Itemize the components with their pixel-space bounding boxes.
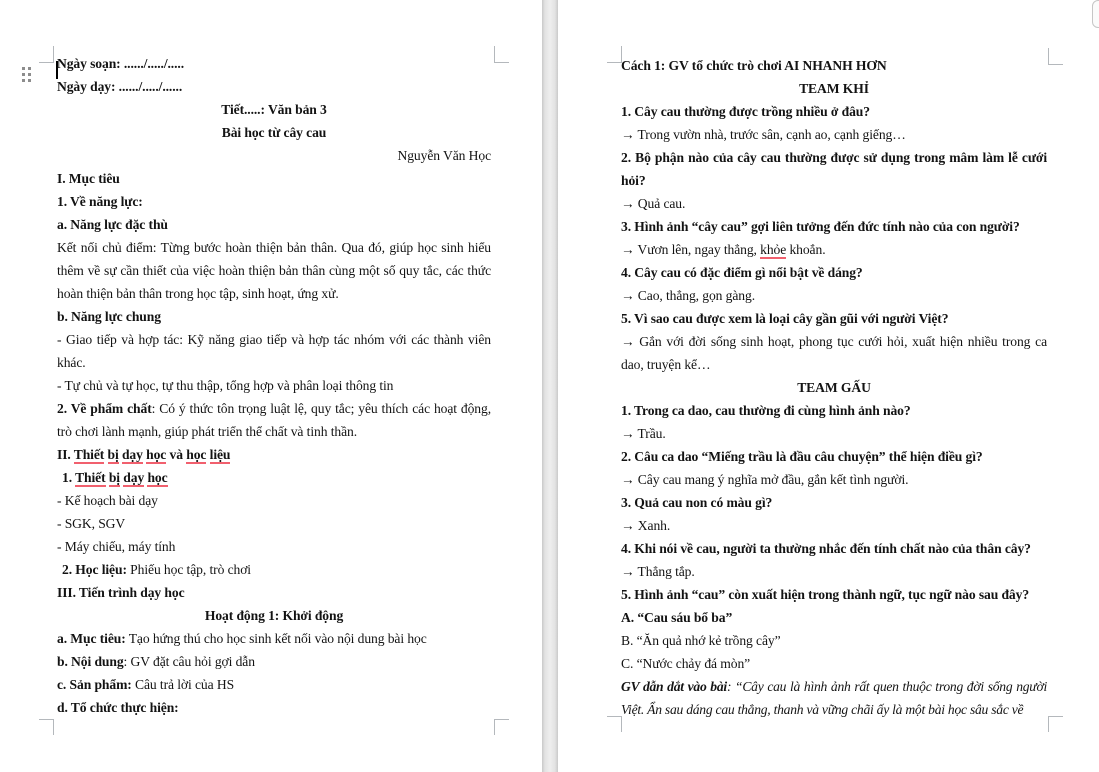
paragraph: [621, 468, 1047, 491]
text-run: : Có ý thức tôn trọng luật lệ, quy tắc; yêu thích các hoạt động, trò chơi lành mạnh, giúp phát triển thể chất và tinh thần.: [57, 401, 491, 439]
paragraph: [621, 583, 1047, 606]
text-run: 2. Học liệu:: [62, 562, 127, 577]
spellcheck-flagged-word: bị: [108, 470, 120, 485]
paragraph: [621, 146, 1047, 192]
spellcheck-flagged-word: dạy: [123, 470, 145, 485]
margin-crop-mark: [1048, 48, 1063, 65]
text-run: - Kế hoạch bài dạy: [57, 493, 158, 508]
text-run: 2. Câu ca dao “Miếng trầu là đầu câu chuyện” thể hiện điều gì?: [621, 449, 983, 464]
paragraph: [57, 650, 491, 673]
text-run: Kết nối chủ điểm: Từng bước hoàn thiện bản thân. Qua đó, giúp học sinh hiểu thêm về sự cần thiết của việc hoàn thiện bản thân cùng một số quy tắc, các thức hoàn thiện bản thân trong học tập, sinh hoạt, ứng xử.: [57, 240, 491, 301]
paragraph: [621, 192, 1047, 215]
paragraph: [57, 627, 491, 650]
paragraph: [57, 52, 491, 75]
text-run: GV dẫn dắt vào bài: [621, 679, 727, 694]
paragraph: [57, 581, 491, 604]
paragraph: [621, 675, 1047, 721]
text-run: 2. Bộ phận nào của cây cau thường được sử dụng trong mâm làm lễ cưới hỏi?: [621, 150, 1047, 188]
text-run: “Cây cau là hình ảnh rất quen thuộc trong đời sống người Việt. Ẩn sau dáng cau thẳng, thanh và vững chãi ấy là một bài học sâu sắc về: [621, 679, 1047, 717]
text-run: 1.: [62, 470, 76, 485]
margin-crop-mark: [607, 46, 622, 63]
text-run: Nguyễn Văn Học: [397, 148, 491, 163]
spellcheck-flagged-word: học: [147, 470, 168, 485]
text-run: 5. Vì sao cau được xem là loại cây gần gũi với người Việt?: [621, 311, 949, 326]
text-run: TEAM GẤU: [797, 380, 871, 395]
text-run: Ngày dạy: ....../...../......: [57, 79, 183, 94]
paragraph: [621, 629, 1047, 652]
paragraph: [621, 652, 1047, 675]
text-run: → Cao, thẳng, gọn gàng.: [621, 288, 755, 303]
paragraph: [621, 399, 1047, 422]
page-gap-divider: [542, 0, 558, 772]
text-run: c. Sản phẩm:: [57, 677, 132, 692]
spellcheck-flagged-word: học: [146, 447, 167, 462]
text-run: 4. Khi nói về cau, người ta thường nhắc đến tính chất nào của thân cây?: [621, 541, 1031, 556]
text-run: 4. Cây cau có đặc điểm gì nổi bật về dáng?: [621, 265, 863, 280]
paragraph: [57, 167, 491, 190]
spellcheck-flagged-word: Thiết: [73, 447, 105, 462]
text-run: C. “Nước chảy đá mòn”: [621, 656, 751, 671]
margin-crop-mark: [1048, 716, 1063, 732]
text-run: → Trong vườn nhà, trước sân, cạnh ao, cạnh giếng…: [621, 127, 906, 142]
text-run: khoắn.: [786, 242, 826, 257]
text-run: Tạo hứng thú cho học sinh kết nối vào nội dung bài học: [125, 631, 427, 646]
text-run: → Xanh.: [621, 518, 671, 533]
spellcheck-flagged-word: khỏe: [760, 242, 787, 257]
text-run: a. Mục tiêu:: [57, 631, 126, 646]
paragraph: [57, 604, 491, 627]
paragraph: [57, 190, 491, 213]
paragraph: [57, 305, 491, 328]
paragraph: [621, 330, 1047, 376]
text-run: Cách 1: GV tổ chức trò chơi AI NHANH HƠN: [621, 58, 887, 73]
drag-handle-icon[interactable]: [20, 65, 33, 84]
text-run: b. Nội dung: [57, 654, 124, 669]
paragraph: [621, 491, 1047, 514]
paragraph: [621, 54, 1047, 77]
paragraph: [621, 445, 1047, 468]
text-run: Ngày soạn: ....../...../.....: [57, 56, 185, 71]
text-run: b. Năng lực chung: [57, 309, 161, 324]
paragraph: [57, 512, 491, 535]
paragraph: [621, 514, 1047, 537]
paragraph: [621, 307, 1047, 330]
paragraph: [621, 606, 1047, 629]
text-run: 1. Trong ca dao, cau thường đi cùng hình ảnh nào?: [621, 403, 911, 418]
paragraph: [57, 397, 491, 443]
paragraph: [621, 261, 1047, 284]
text-run: Tiết.....: Văn bản 3: [221, 102, 327, 117]
text-run: Phiếu học tập, trò chơi: [126, 562, 251, 577]
text-run: - Máy chiếu, máy tính: [57, 539, 176, 554]
margin-crop-mark: [39, 46, 54, 63]
paragraph: [57, 558, 491, 581]
vertical-scrollbar-thumb[interactable]: [1092, 0, 1099, 28]
paragraph: [621, 215, 1047, 238]
text-run: a. Năng lực đặc thù: [57, 217, 168, 232]
text-run: → Cây cau mang ý nghĩa mở đầu, gắn kết tình người.: [621, 472, 909, 487]
text-run: → Gắn với đời sống sinh hoạt, phong tục cưới hỏi, xuất hiện nhiều trong ca dao, truyện kể…: [621, 334, 1047, 372]
paragraph: [621, 77, 1047, 100]
paragraph: [621, 537, 1047, 560]
paragraph: [57, 144, 491, 167]
paragraph: [57, 696, 491, 719]
paragraph: [621, 376, 1047, 399]
text-run: Câu trả lời của HS: [131, 677, 235, 692]
paragraph: [57, 75, 491, 98]
text-run: I. Mục tiêu: [57, 171, 120, 186]
paragraph: [57, 374, 491, 397]
text-run: → Trầu.: [621, 426, 666, 441]
text-run: → Vươn lên, ngay thẳng,: [621, 242, 761, 257]
text-run: 1. Cây cau thường được trồng nhiều ở đâu?: [621, 104, 870, 119]
text-run: 1. Về năng lực:: [57, 194, 143, 209]
paragraph: [57, 443, 491, 466]
text-run: TEAM KHỈ: [799, 81, 869, 96]
spellcheck-flagged-word: học: [186, 447, 207, 462]
paragraph: [621, 100, 1047, 123]
paragraph: [621, 238, 1047, 261]
paragraph: [57, 98, 491, 121]
text-run: Bài học từ cây cau: [221, 125, 327, 140]
text-run: - Giao tiếp và hợp tác: Kỹ năng giao tiếp và hợp tác nhóm với các thành viên khác.: [57, 332, 491, 370]
paragraph: [621, 284, 1047, 307]
paragraph: [57, 489, 491, 512]
margin-crop-mark: [494, 46, 509, 63]
text-run: - Tự chủ và tự học, tự thu thập, tổng hợp và phân loại thông tin: [57, 378, 394, 393]
text-run: Hoạt động 1: Khởi động: [204, 608, 344, 623]
paragraph: [57, 121, 491, 144]
text-run: 3. Hình ảnh “cây cau” gợi liên tưởng đến đức tính nào của con người?: [621, 219, 1020, 234]
spellcheck-flagged-word: bị: [107, 447, 119, 462]
paragraph: [621, 422, 1047, 445]
text-run: 3. Quả cau non có màu gì?: [621, 495, 773, 510]
paragraph: [57, 466, 491, 489]
margin-crop-mark: [607, 716, 622, 732]
text-run: và: [166, 447, 187, 462]
paragraph: [57, 213, 491, 236]
text-run: : GV đặt câu hỏi gợi dẫn: [123, 654, 255, 669]
spellcheck-flagged-word: liệu: [209, 447, 231, 462]
margin-crop-mark: [494, 719, 509, 735]
paragraph: [57, 673, 491, 696]
text-run: - SGK, SGV: [57, 516, 126, 531]
text-run: 5. Hình ảnh “cau” còn xuất hiện trong thành ngữ, tục ngữ nào sau đây?: [621, 587, 1030, 602]
text-run: d. Tổ chức thực hiện:: [57, 700, 179, 715]
paragraph: [57, 328, 491, 374]
page-right-content[interactable]: [621, 54, 1047, 721]
spellcheck-flagged-word: Thiết: [75, 470, 106, 485]
text-run: B. “Ăn quả nhớ kẻ trồng cây”: [621, 633, 781, 648]
spellcheck-flagged-word: dạy: [121, 447, 143, 462]
paragraph: [57, 236, 491, 305]
document-page-left[interactable]: [0, 0, 542, 772]
text-run: A. “Cau sáu bổ ba”: [621, 610, 733, 625]
paragraph: [57, 535, 491, 558]
text-run: II.: [57, 447, 74, 462]
page-left-content[interactable]: [57, 52, 491, 719]
text-run: → Thẳng tắp.: [621, 564, 695, 579]
text-run: :: [726, 679, 736, 694]
text-run: III. Tiến trình dạy học: [57, 585, 185, 600]
text-run: → Quả cau.: [621, 196, 686, 211]
paragraph: [621, 560, 1047, 583]
text-run: 2. Về phẩm chất: [57, 401, 152, 416]
paragraph: [621, 123, 1047, 146]
margin-crop-mark: [39, 719, 54, 735]
document-page-right[interactable]: [558, 0, 1099, 772]
